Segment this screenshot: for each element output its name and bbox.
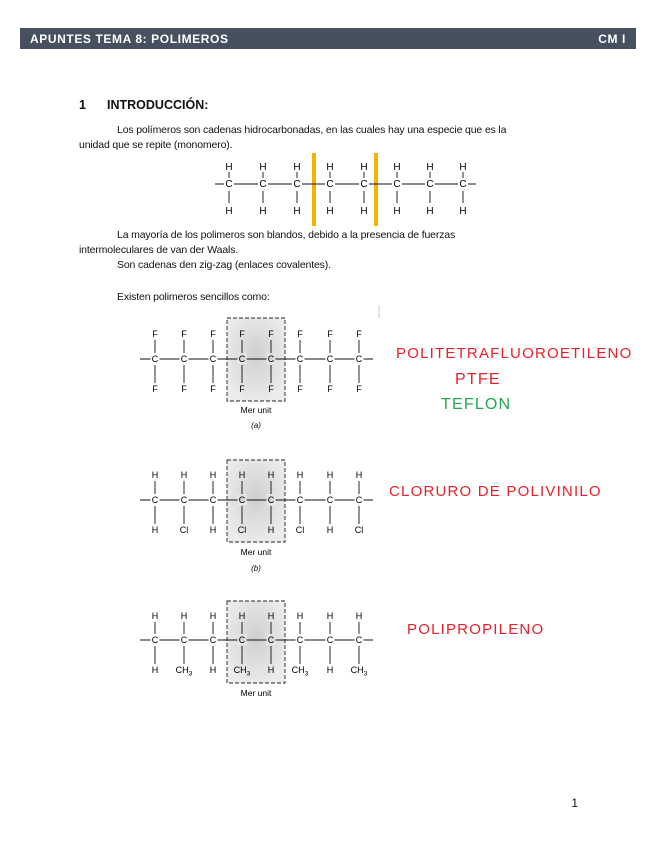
carbon-atom-6: C <box>296 635 304 645</box>
handwritten-polypropylene: POLIPROPILENO <box>407 621 545 638</box>
carbon-atom-5: C <box>267 354 275 364</box>
hydrogen-bottom-4: H <box>326 206 334 217</box>
carbon-atom-8: C <box>355 495 363 505</box>
carbon-atom-4: C <box>326 179 334 190</box>
carbon-atom-8: C <box>355 635 363 645</box>
carbon-atom-5: C <box>267 635 275 645</box>
figure-c-polypropylene <box>140 601 373 698</box>
top-substituent-7: H <box>326 611 334 621</box>
bottom-substituent-2: $CH_3$ <box>175 665 193 678</box>
top-substituent-1: F <box>152 329 158 339</box>
paragraph-3-text: Son cadenas den zig-zag (enlaces covalentes). <box>117 259 331 271</box>
mer-boundary-highlight-left <box>312 153 316 226</box>
top-substituent-8: H <box>355 611 363 621</box>
header-title: APUNTES TEMA 8: POLIMEROS <box>30 31 229 46</box>
top-substituent-8: F <box>356 329 362 339</box>
page-number: 1 <box>571 796 578 810</box>
carbon-atom-7: C <box>426 179 434 190</box>
bottom-substituent-4: $CH_3$ <box>233 665 251 678</box>
top-substituent-2: H <box>180 470 188 480</box>
hydrogen-top-5: H <box>360 162 368 173</box>
carbon-atom-1: C <box>225 179 233 190</box>
bottom-substituent-3: F <box>210 384 216 394</box>
carbon-atom-1: C <box>151 354 159 364</box>
hydrogen-bottom-8: H <box>459 206 467 217</box>
section-number: 1 <box>79 98 86 112</box>
carbon-atom-7: C <box>326 495 334 505</box>
carbon-atom-6: C <box>296 495 304 505</box>
paragraph-2-line-1: La mayoría de los polimeros son blandos, debido a la presencia de fuerzas <box>117 229 456 241</box>
bottom-substituent-8: Cl <box>354 525 364 535</box>
handwritten-teflon: TEFLON <box>441 396 512 413</box>
hydrogen-top-3: H <box>293 162 301 173</box>
top-substituent-2: F <box>181 329 187 339</box>
carbon-atom-5: C <box>360 179 368 190</box>
bottom-substituent-4: Cl <box>237 525 247 535</box>
top-substituent-4: F <box>239 329 245 339</box>
carbon-atom-3: C <box>209 635 217 645</box>
bottom-substituent-1: F <box>152 384 158 394</box>
carbon-atom-7: C <box>326 354 334 364</box>
carbon-atom-8: C <box>355 354 363 364</box>
top-substituent-1: H <box>151 470 159 480</box>
mer-unit-label: Mer unit <box>240 405 272 415</box>
top-substituent-3: F <box>210 329 216 339</box>
handwritten-ptfe-name: POLITETRAFLUOROETILENO <box>396 345 633 362</box>
hydrogen-bottom-7: H <box>426 206 434 217</box>
carbon-atom-4: C <box>238 635 246 645</box>
hydrogen-bottom-1: H <box>225 206 233 217</box>
bottom-substituent-7: F <box>327 384 333 394</box>
bottom-substituent-5: H <box>267 525 275 535</box>
hydrogen-top-7: H <box>426 162 434 173</box>
hydrogen-top-6: H <box>393 162 401 173</box>
carbon-atom-6: C <box>296 354 304 364</box>
carbon-atom-6: C <box>393 179 401 190</box>
top-substituent-6: F <box>297 329 303 339</box>
carbon-atom-1: C <box>151 495 159 505</box>
figure-caption: (b) <box>251 564 261 573</box>
top-substituent-5: F <box>268 329 274 339</box>
top-substituent-6: H <box>296 470 304 480</box>
bottom-substituent-7: H <box>326 665 334 675</box>
section-heading: INTRODUCCIÓN: <box>107 98 209 112</box>
top-substituent-6: H <box>296 611 304 621</box>
figure-caption: (a) <box>251 421 261 430</box>
header-course: CM I <box>598 31 626 46</box>
top-substituent-5: H <box>267 470 275 480</box>
top-substituent-5: H <box>267 611 275 621</box>
bottom-substituent-4: F <box>239 384 245 394</box>
top-substituent-3: H <box>209 611 217 621</box>
mer-unit-label: Mer unit <box>240 688 272 698</box>
hydrogen-bottom-5: H <box>360 206 368 217</box>
carbon-atom-5: C <box>267 495 275 505</box>
paragraph-1-line-2: unidad que se repite (monomero). <box>79 138 233 151</box>
paragraph-4-text: Existen polimeros sencillos como: <box>117 291 270 303</box>
bottom-substituent-2: F <box>181 384 187 394</box>
top-substituent-4: H <box>238 611 246 621</box>
top-substituent-1: H <box>151 611 159 621</box>
carbon-atom-2: C <box>180 635 188 645</box>
carbon-atom-3: C <box>209 354 217 364</box>
bottom-substituent-8: $CH_3$ <box>350 665 368 678</box>
carbon-atom-2: C <box>180 495 188 505</box>
ethylene-chain-diagram <box>215 153 476 226</box>
paragraph-1-line-1: Los polímeros son cadenas hidrocarbonadas, en las cuales hay una especie que es la <box>117 124 507 136</box>
handwritten-ptfe-abbr: PTFE <box>455 371 501 388</box>
mer-unit-label: Mer unit <box>240 547 272 557</box>
hydrogen-top-8: H <box>459 162 467 173</box>
carbon-atom-8: C <box>459 179 467 190</box>
bottom-substituent-1: H <box>151 665 159 675</box>
carbon-atom-3: C <box>209 495 217 505</box>
bottom-substituent-6: $CH_3$ <box>291 665 309 678</box>
bottom-substituent-1: H <box>151 525 159 535</box>
paragraph-2-line-2: intermoleculares de van der Waals. <box>79 243 239 256</box>
mer-unit-box <box>227 460 285 542</box>
handwritten-pvc-name: CLORURO DE POLIVINILO <box>389 483 602 500</box>
figure-a-ptfe <box>140 305 379 430</box>
bottom-substituent-6: Cl <box>295 525 305 535</box>
carbon-atom-3: C <box>293 179 301 190</box>
bottom-substituent-3: H <box>209 525 217 535</box>
bottom-substituent-6: F <box>297 384 303 394</box>
bottom-substituent-5: F <box>268 384 274 394</box>
top-substituent-7: F <box>327 329 333 339</box>
carbon-atom-4: C <box>238 495 246 505</box>
hydrogen-bottom-2: H <box>259 206 267 217</box>
hydrogen-bottom-3: H <box>293 206 301 217</box>
bottom-substituent-2: Cl <box>179 525 189 535</box>
carbon-atom-1: C <box>151 635 159 645</box>
top-substituent-3: H <box>209 470 217 480</box>
hydrogen-bottom-6: H <box>393 206 401 217</box>
bottom-substituent-5: H <box>267 665 275 675</box>
bottom-substituent-3: H <box>209 665 217 675</box>
carbon-atom-4: C <box>238 354 246 364</box>
top-substituent-2: H <box>180 611 188 621</box>
mer-boundary-highlight-right <box>374 153 378 226</box>
bottom-substituent-7: H <box>326 525 334 535</box>
top-substituent-8: H <box>355 470 363 480</box>
carbon-atom-7: C <box>326 635 334 645</box>
top-substituent-7: H <box>326 470 334 480</box>
carbon-atom-2: C <box>259 179 267 190</box>
figure-b-pvc <box>140 460 373 573</box>
hydrogen-top-4: H <box>326 162 334 173</box>
bottom-substituent-8: F <box>356 384 362 394</box>
carbon-atom-2: C <box>180 354 188 364</box>
hydrogen-top-1: H <box>225 162 233 173</box>
top-substituent-4: H <box>238 470 246 480</box>
mer-unit-box <box>227 318 285 401</box>
hydrogen-top-2: H <box>259 162 267 173</box>
